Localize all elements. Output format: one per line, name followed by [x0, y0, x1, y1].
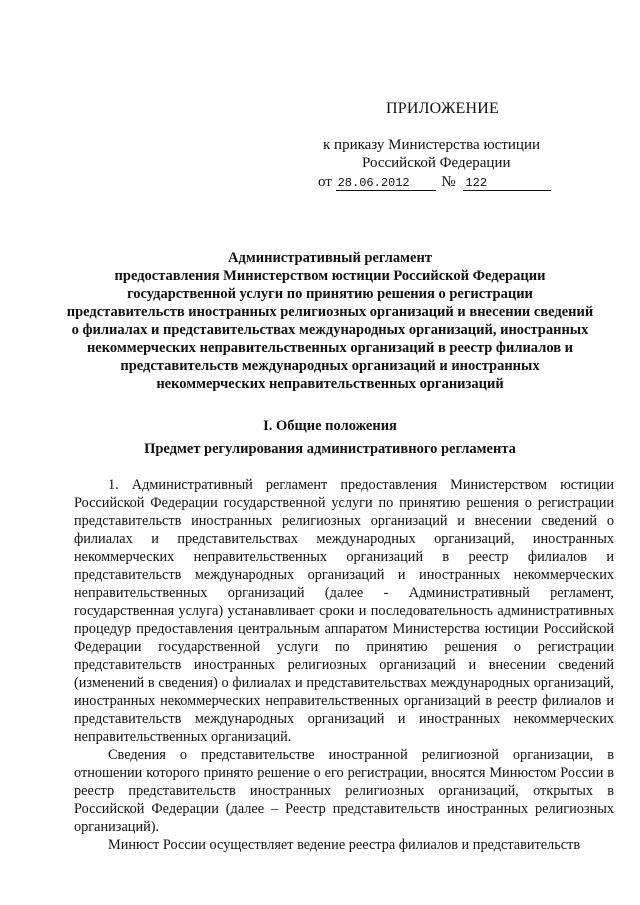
appendix-heading: ПРИЛОЖЕНИЕ [386, 100, 500, 117]
order-reference-line1: к приказу Министерства юстиции [323, 137, 540, 153]
paragraph: Сведения о представительстве иностранной религиозной организации, в отношении которого принято решение о его регистрации, вносятся Минюстом России в реестр представительств иностранных религиозных организаций, открытых в Российской Федерации (далее – Реестр представительств иностранных религиозных организаций). [74, 747, 614, 835]
from-label: от [318, 174, 332, 190]
body-text [74, 476, 614, 854]
order-reference-line2: Российской Федерации [362, 155, 511, 171]
order-number: 122 [463, 177, 551, 191]
title-line: предоставления Министерством юстиции Российской Федерации [114, 268, 546, 284]
number-sign: № [441, 174, 456, 190]
title-line: некоммерческих неправительственных организаций в реестр филиалов и [86, 340, 574, 356]
title-line: представительств иностранных религиозных организаций и внесении сведений [66, 304, 594, 320]
section-heading: I. Общие положения [263, 418, 397, 434]
order-date: 28.06.2012 [336, 177, 436, 191]
order-date-number-line [318, 174, 551, 191]
paragraph: Минюст России осуществляет ведение реестра филиалов и представительств [108, 837, 581, 853]
title-line: представительств международных организаций и иностранных [120, 358, 540, 374]
paragraph: 1. Административный регламент предоставления Министерством юстиции Российской Федерации государственной услуги по принятию решения о регистрации представительств иностранных религиозных организаций и внесении сведений о филиалах и представительствах международных организаций, иностранных некоммерческих неправительственных организаций в реестр филиалов и представительств международных организаций и иностранных некоммерческих неправительственных организаций (далее - Административный регламент, государственная услуга) устанавливает сроки и последовательность административных процедур предоставления центральным аппаратом Министерства юстиции Российской Федерации государственной услуги по принятию решения о регистрации представительств иностранных религиозных организаций и внесении сведений (изменений в сведения) о филиалах и представительствах международных организаций, иностранных некоммерческих неправительственных организаций в реестр филиалов и представительств международных организаций и иностранных некоммерческих неправительственных организаций. [74, 477, 614, 745]
title-line: государственной услуги по принятию решения о регистрации [127, 286, 533, 302]
subject-heading: Предмет регулирования административного регламента [144, 441, 516, 457]
title-line: о филиалах и представительствах международных организаций, иностранных [71, 322, 589, 338]
title-line: Административный регламент [228, 250, 432, 266]
regulation-title [60, 249, 600, 393]
title-line: некоммерческих неправительственных организаций [156, 376, 504, 392]
